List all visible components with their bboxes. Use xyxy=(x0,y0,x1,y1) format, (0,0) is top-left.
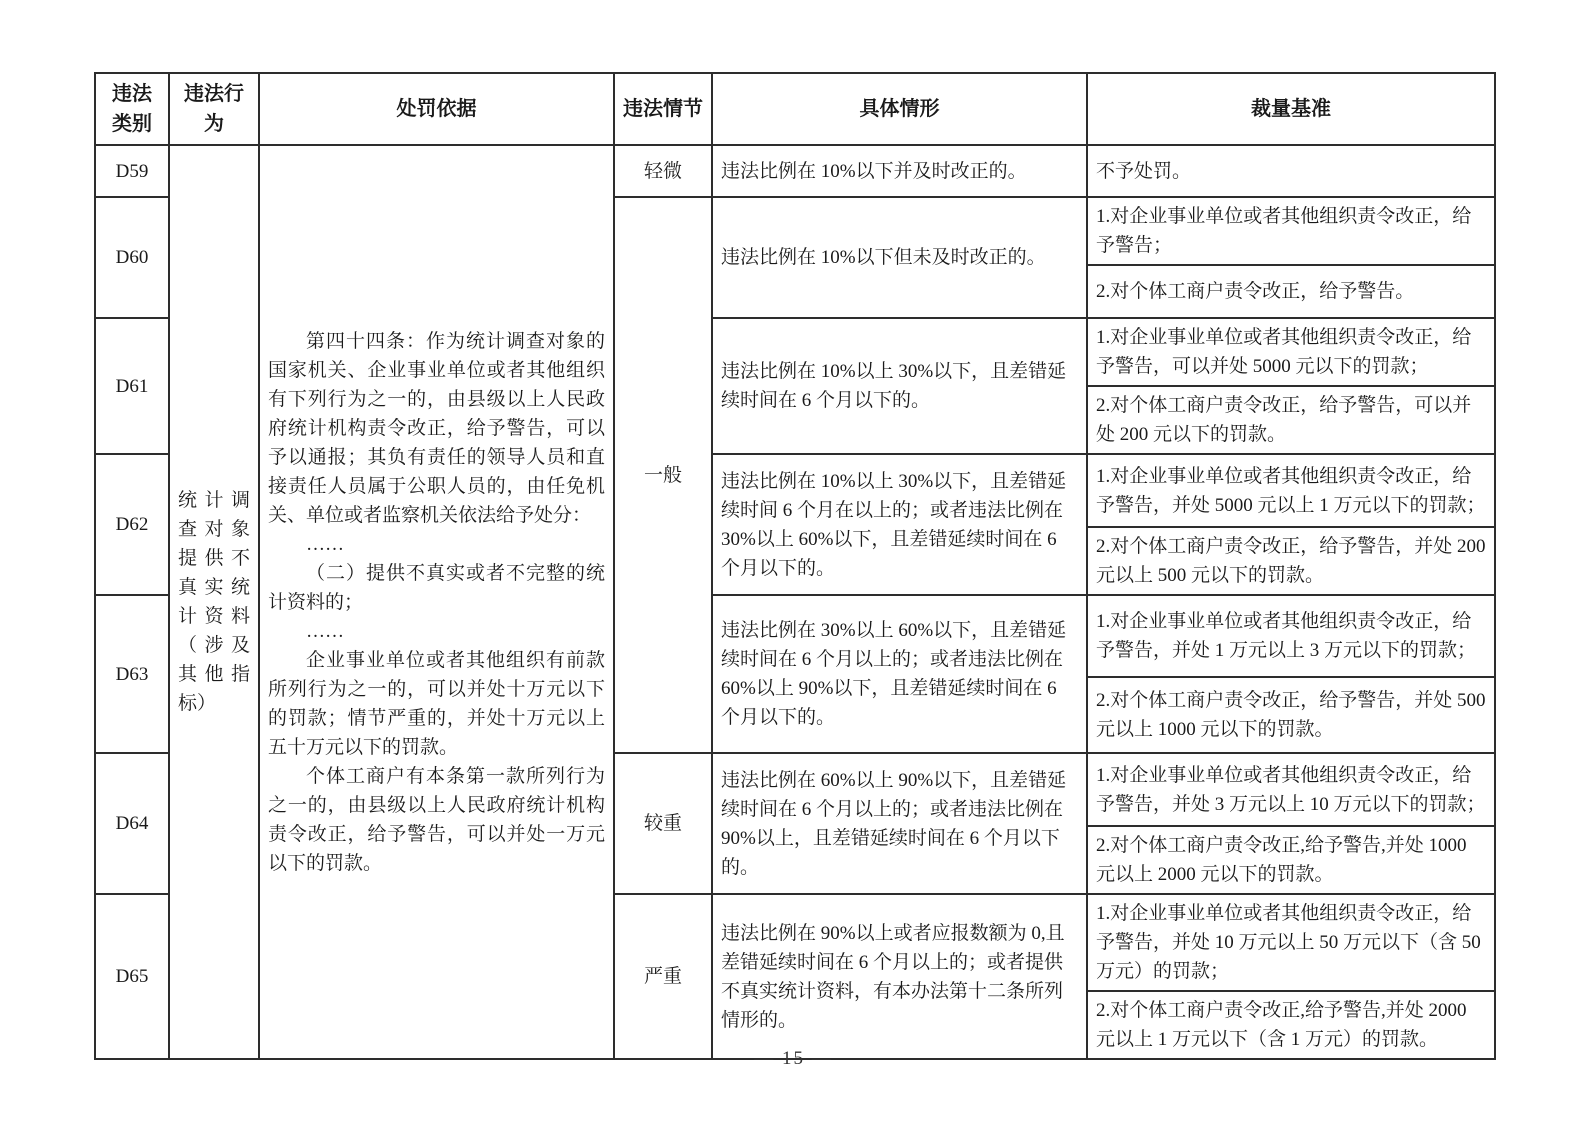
category-code: D60 xyxy=(95,197,169,318)
specific-situation: 违法比例在 30%以上 60%以下，且差错延续时间在 6 个月以上的；或者违法比例在 60%以上 90%以下，且差错延续时间在 6 个月以下的。 xyxy=(712,595,1087,753)
basis-paragraph: 个体工商户有本条第一款所列行为之一的，由县级以上人民政府统计机构责令改正，给予警告，可以并处一万元以下的罚款。 xyxy=(268,765,605,874)
category-code: D61 xyxy=(95,318,169,454)
discretion-standard: 2.对个体工商户责令改正，给予警告，并处 200 元以上 500 元以下的罚款。 xyxy=(1087,527,1495,595)
discretion-standard: 1.对企业事业单位或者其他组织责令改正，给予警告，并处 5000 元以上 1 万元以下的罚款； xyxy=(1087,454,1495,527)
discretion-standard: 2.对个体工商户责令改正,给予警告,并处 2000 元以上 1 万元以下（含 1 万元）的罚款。 xyxy=(1087,991,1495,1059)
discretion-standard: 2.对个体工商户责令改正,给予警告,并处 1000 元以上 2000 元以下的罚款。 xyxy=(1087,826,1495,894)
violation-behavior-cell: 统计调查对象提供不真实统计资料（涉及其他指标） xyxy=(169,145,259,1059)
specific-situation: 违法比例在 90%以上或者应报数额为 0,且差错延续时间在 6 个月以上的；或者提供不真实统计资料，有本办法第十二条所列情形的。 xyxy=(712,894,1087,1059)
header-discretion-standard: 裁量基准 xyxy=(1087,73,1495,145)
category-code: D62 xyxy=(95,454,169,595)
table-header-row xyxy=(95,73,1495,145)
specific-situation: 违法比例在 60%以上 90%以下，且差错延续时间在 6 个月以上的；或者违法比例在 90%以上，且差错延续时间在 6 个月以下的。 xyxy=(712,753,1087,894)
page-number: — 15 — xyxy=(754,1048,833,1069)
specific-situation: 违法比例在 10%以上 30%以下，且差错延续时间在 6 个月以下的。 xyxy=(712,318,1087,454)
discretion-standard: 1.对企业事业单位或者其他组织责令改正，给予警告； xyxy=(1087,197,1495,265)
header-specific-situation: 具体情形 xyxy=(712,73,1087,145)
discretion-standard: 不予处罚。 xyxy=(1087,145,1495,197)
category-code: D64 xyxy=(95,753,169,894)
penalty-discretion-table xyxy=(94,72,1496,1060)
discretion-standard: 1.对企业事业单位或者其他组织责令改正，给予警告，并处 3 万元以上 10 万元以下的罚款； xyxy=(1087,753,1495,826)
specific-situation: 违法比例在 10%以下但未及时改正的。 xyxy=(712,197,1087,318)
header-penalty-basis: 处罚依据 xyxy=(259,73,614,145)
header-violation-behavior: 违法行为 xyxy=(169,73,259,145)
basis-paragraph: 第四十四条：作为统计调查对象的国家机关、企业事业单位或者其他组织有下列行为之一的，由县级以上人民政府统计机构责令改正，给予警告，可以予以通报；其负有责任的领导人员和直接责任人员属于公职人员的，由任免机关、单位或者监察机关依法给予处分： xyxy=(268,330,605,526)
discretion-standard: 1.对企业事业单位或者其他组织责令改正，给予警告，并处 1 万元以上 3 万元以下的罚款； xyxy=(1087,595,1495,677)
table-row-d59 xyxy=(95,145,1495,197)
header-violation-category: 违法类别 xyxy=(95,73,169,145)
circumstance-level: 较重 xyxy=(614,753,712,894)
circumstance-level: 严重 xyxy=(614,894,712,1059)
header-violation-circumstance: 违法情节 xyxy=(614,73,712,145)
basis-ellipsis: …… xyxy=(306,533,344,555)
discretion-standard: 2.对个体工商户责令改正，给予警告，可以并处 200 元以下的罚款。 xyxy=(1087,386,1495,454)
category-code: D59 xyxy=(95,145,169,197)
category-code: D65 xyxy=(95,894,169,1059)
circumstance-level: 一般 xyxy=(614,197,712,753)
basis-ellipsis: …… xyxy=(306,620,344,642)
penalty-basis-cell xyxy=(259,145,614,1059)
discretion-standard: 1.对企业事业单位或者其他组织责令改正，给予警告，并处 10 万元以上 50 万元以下（含 50 万元）的罚款； xyxy=(1087,894,1495,991)
specific-situation: 违法比例在 10%以下并及时改正的。 xyxy=(712,145,1087,197)
basis-paragraph: （二）提供不真实或者不完整的统计资料的； xyxy=(268,562,605,613)
basis-paragraph: 企业事业单位或者其他组织有前款所列行为之一的，可以并处十万元以下的罚款；情节严重的，并处十万元以上五十万元以下的罚款。 xyxy=(268,649,605,758)
discretion-standard: 1.对企业事业单位或者其他组织责令改正，给予警告，可以并处 5000 元以下的罚款； xyxy=(1087,318,1495,386)
specific-situation: 违法比例在 10%以上 30%以下，且差错延续时间 6 个月在以上的；或者违法比例在 30%以上 60%以下，且差错延续时间在 6 个月以下的。 xyxy=(712,454,1087,595)
discretion-standard: 2.对个体工商户责令改正，给予警告。 xyxy=(1087,265,1495,318)
category-code: D63 xyxy=(95,595,169,753)
discretion-standard: 2.对个体工商户责令改正，给予警告，并处 500 元以上 1000 元以下的罚款。 xyxy=(1087,677,1495,753)
circumstance-level: 轻微 xyxy=(614,145,712,197)
